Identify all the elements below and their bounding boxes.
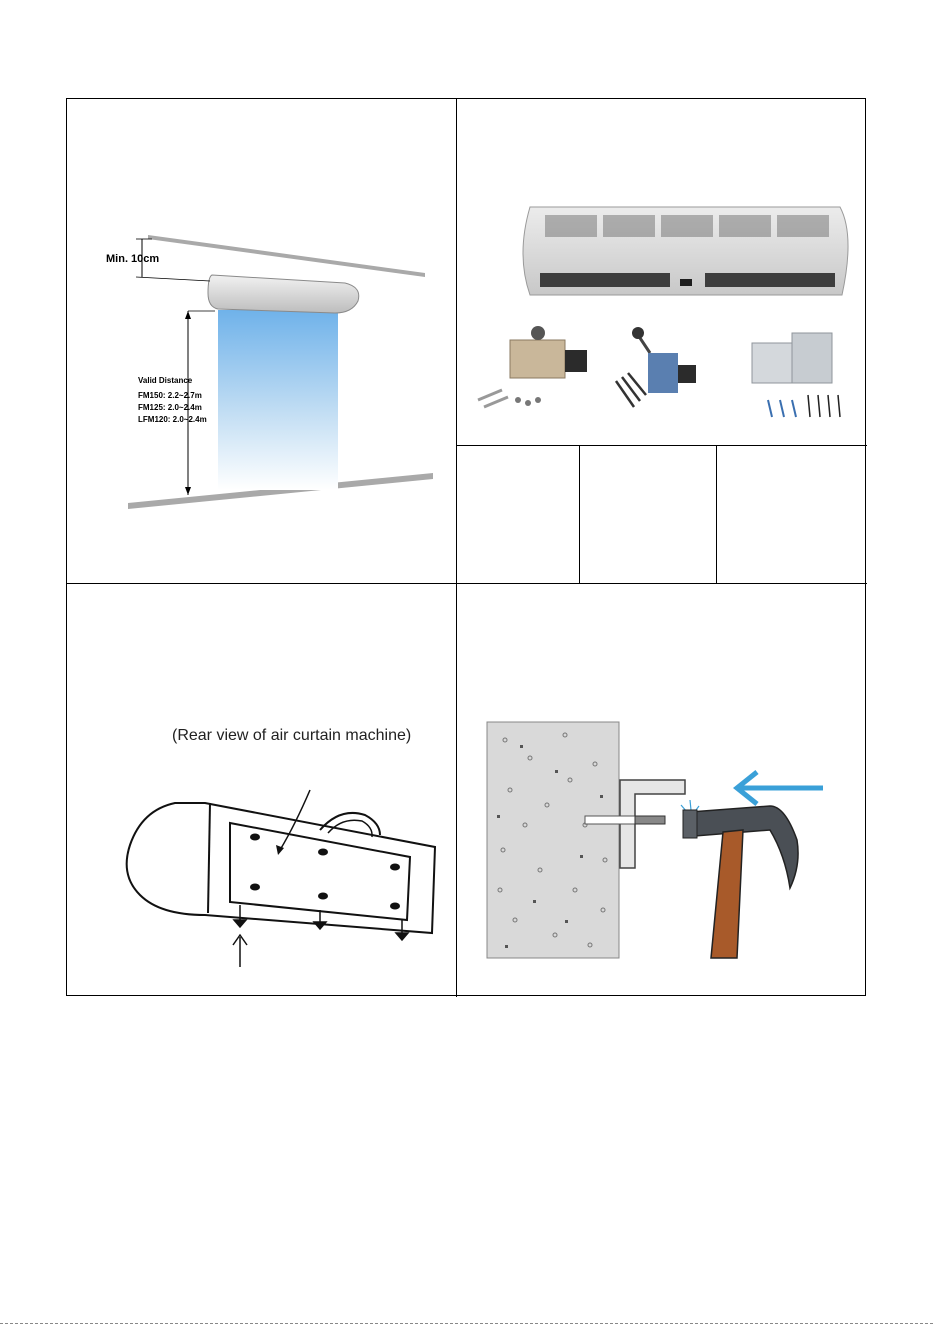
valid-distance-title: Valid Distance: [138, 376, 193, 385]
limit-switch-2-icon: [616, 327, 696, 407]
machine-rear-outline-icon: [127, 803, 435, 933]
accessory-label-cell-3: [717, 446, 867, 583]
model-distance-fm125: FM125: 2.0~2.4m: [138, 403, 202, 412]
product-accessories-figure: [470, 195, 855, 435]
air-curtain-unit-icon: [208, 275, 359, 313]
model-distance-fm150: FM150: 2.2~2.7m: [138, 391, 202, 400]
table-divider-horizontal: [67, 583, 867, 584]
hammer-icon: [683, 806, 798, 958]
accessory-label-cell-2: [580, 446, 716, 583]
min-clearance-label: Min. 10cm: [106, 253, 160, 265]
installation-height-figure: [100, 225, 440, 520]
rear-view-figure: [80, 715, 450, 970]
mounting-holes-icon: [250, 834, 400, 910]
anchor-installation-figure: [485, 720, 830, 960]
rear-view-caption: (Rear view of air curtain machine): [172, 727, 412, 744]
model-distance-lfm120: LFM120: 2.0~2.4m: [138, 415, 207, 424]
ceiling-line: [148, 235, 425, 277]
accessory-label-cell-1: [457, 446, 579, 583]
air-curtain-product-icon: [523, 207, 848, 295]
direction-arrow-icon: [737, 772, 823, 804]
concrete-wall: [487, 722, 619, 958]
air-stream: [218, 310, 338, 490]
limit-switch-1-icon: [478, 326, 587, 407]
mounting-brackets-icon: [752, 333, 840, 417]
